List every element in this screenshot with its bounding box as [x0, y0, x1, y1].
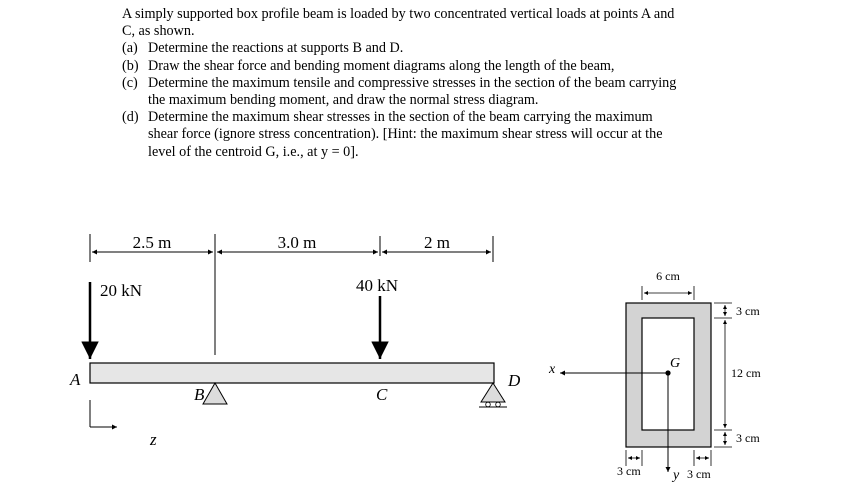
load-c-label: 40 kN — [356, 276, 399, 295]
width-dimension — [642, 286, 694, 300]
coordinate-axes-icon — [90, 400, 117, 427]
question-c-label: (c) — [122, 74, 138, 91]
span-bc-label: 3.0 m — [277, 233, 317, 252]
span-ab-label: 2.5 m — [132, 233, 172, 252]
question-d-line-2: shear force (ignore stress concentration). [Hint: the maximum shear stress will occur at the — [148, 126, 663, 143]
wall-right-label: 3 cm — [687, 467, 711, 481]
problem-intro-line-2: C, as shown. — [122, 23, 195, 40]
centroid-label: G — [670, 356, 681, 371]
section-width-label: 6 cm — [656, 269, 680, 283]
flange-top-label: 3 cm — [736, 304, 760, 318]
question-d-line-3: level of the centroid G, i.e., at y = 0]. — [148, 143, 359, 160]
point-d-label: D — [508, 371, 521, 390]
beam-diagram — [69, 233, 521, 449]
load-a-label: 20 kN — [100, 281, 143, 300]
beam-body — [90, 363, 494, 383]
span-cd-label: 2 m — [424, 233, 450, 252]
question-a-text: Determine the reactions at supports B and D. — [148, 40, 404, 57]
question-c-line-1: Determine the maximum tensile and compressive stresses in the section of the beam carrying — [148, 74, 677, 91]
height-dimensions — [714, 303, 732, 447]
axis-z-label: z — [150, 430, 157, 449]
question-d-label: (d) — [122, 109, 139, 126]
point-b-label: B — [194, 385, 205, 404]
pin-support-b-icon — [203, 383, 227, 404]
web-height-label: 12 cm — [731, 366, 761, 380]
axis-y-label: y — [673, 468, 680, 483]
centroid-point-icon — [665, 370, 670, 375]
question-d-line-1: Determine the maximum shear stresses in the section of the beam carrying the maximum — [148, 109, 653, 126]
question-b-text: Draw the shear force and bending moment diagrams along the length of the beam, — [148, 57, 615, 74]
question-b-label: (b) — [122, 57, 139, 74]
question-c-line-2: the maximum bending moment, and draw the normal stress diagram. — [148, 92, 539, 109]
flange-bottom-label: 3 cm — [736, 431, 760, 445]
wall-left-label: 3 cm — [617, 464, 641, 478]
point-a-label: A — [70, 370, 81, 389]
question-a-label: (a) — [122, 40, 138, 57]
cross-section-diagram — [548, 269, 761, 483]
problem-intro-line-1: A simply supported box profile beam is loaded by two concentrated vertical loads at points A and — [122, 6, 675, 22]
axis-x-label: x — [549, 362, 556, 377]
point-c-label: C — [376, 385, 388, 404]
roller-support-d-icon — [479, 383, 507, 407]
span-dimension-line — [90, 234, 493, 355]
